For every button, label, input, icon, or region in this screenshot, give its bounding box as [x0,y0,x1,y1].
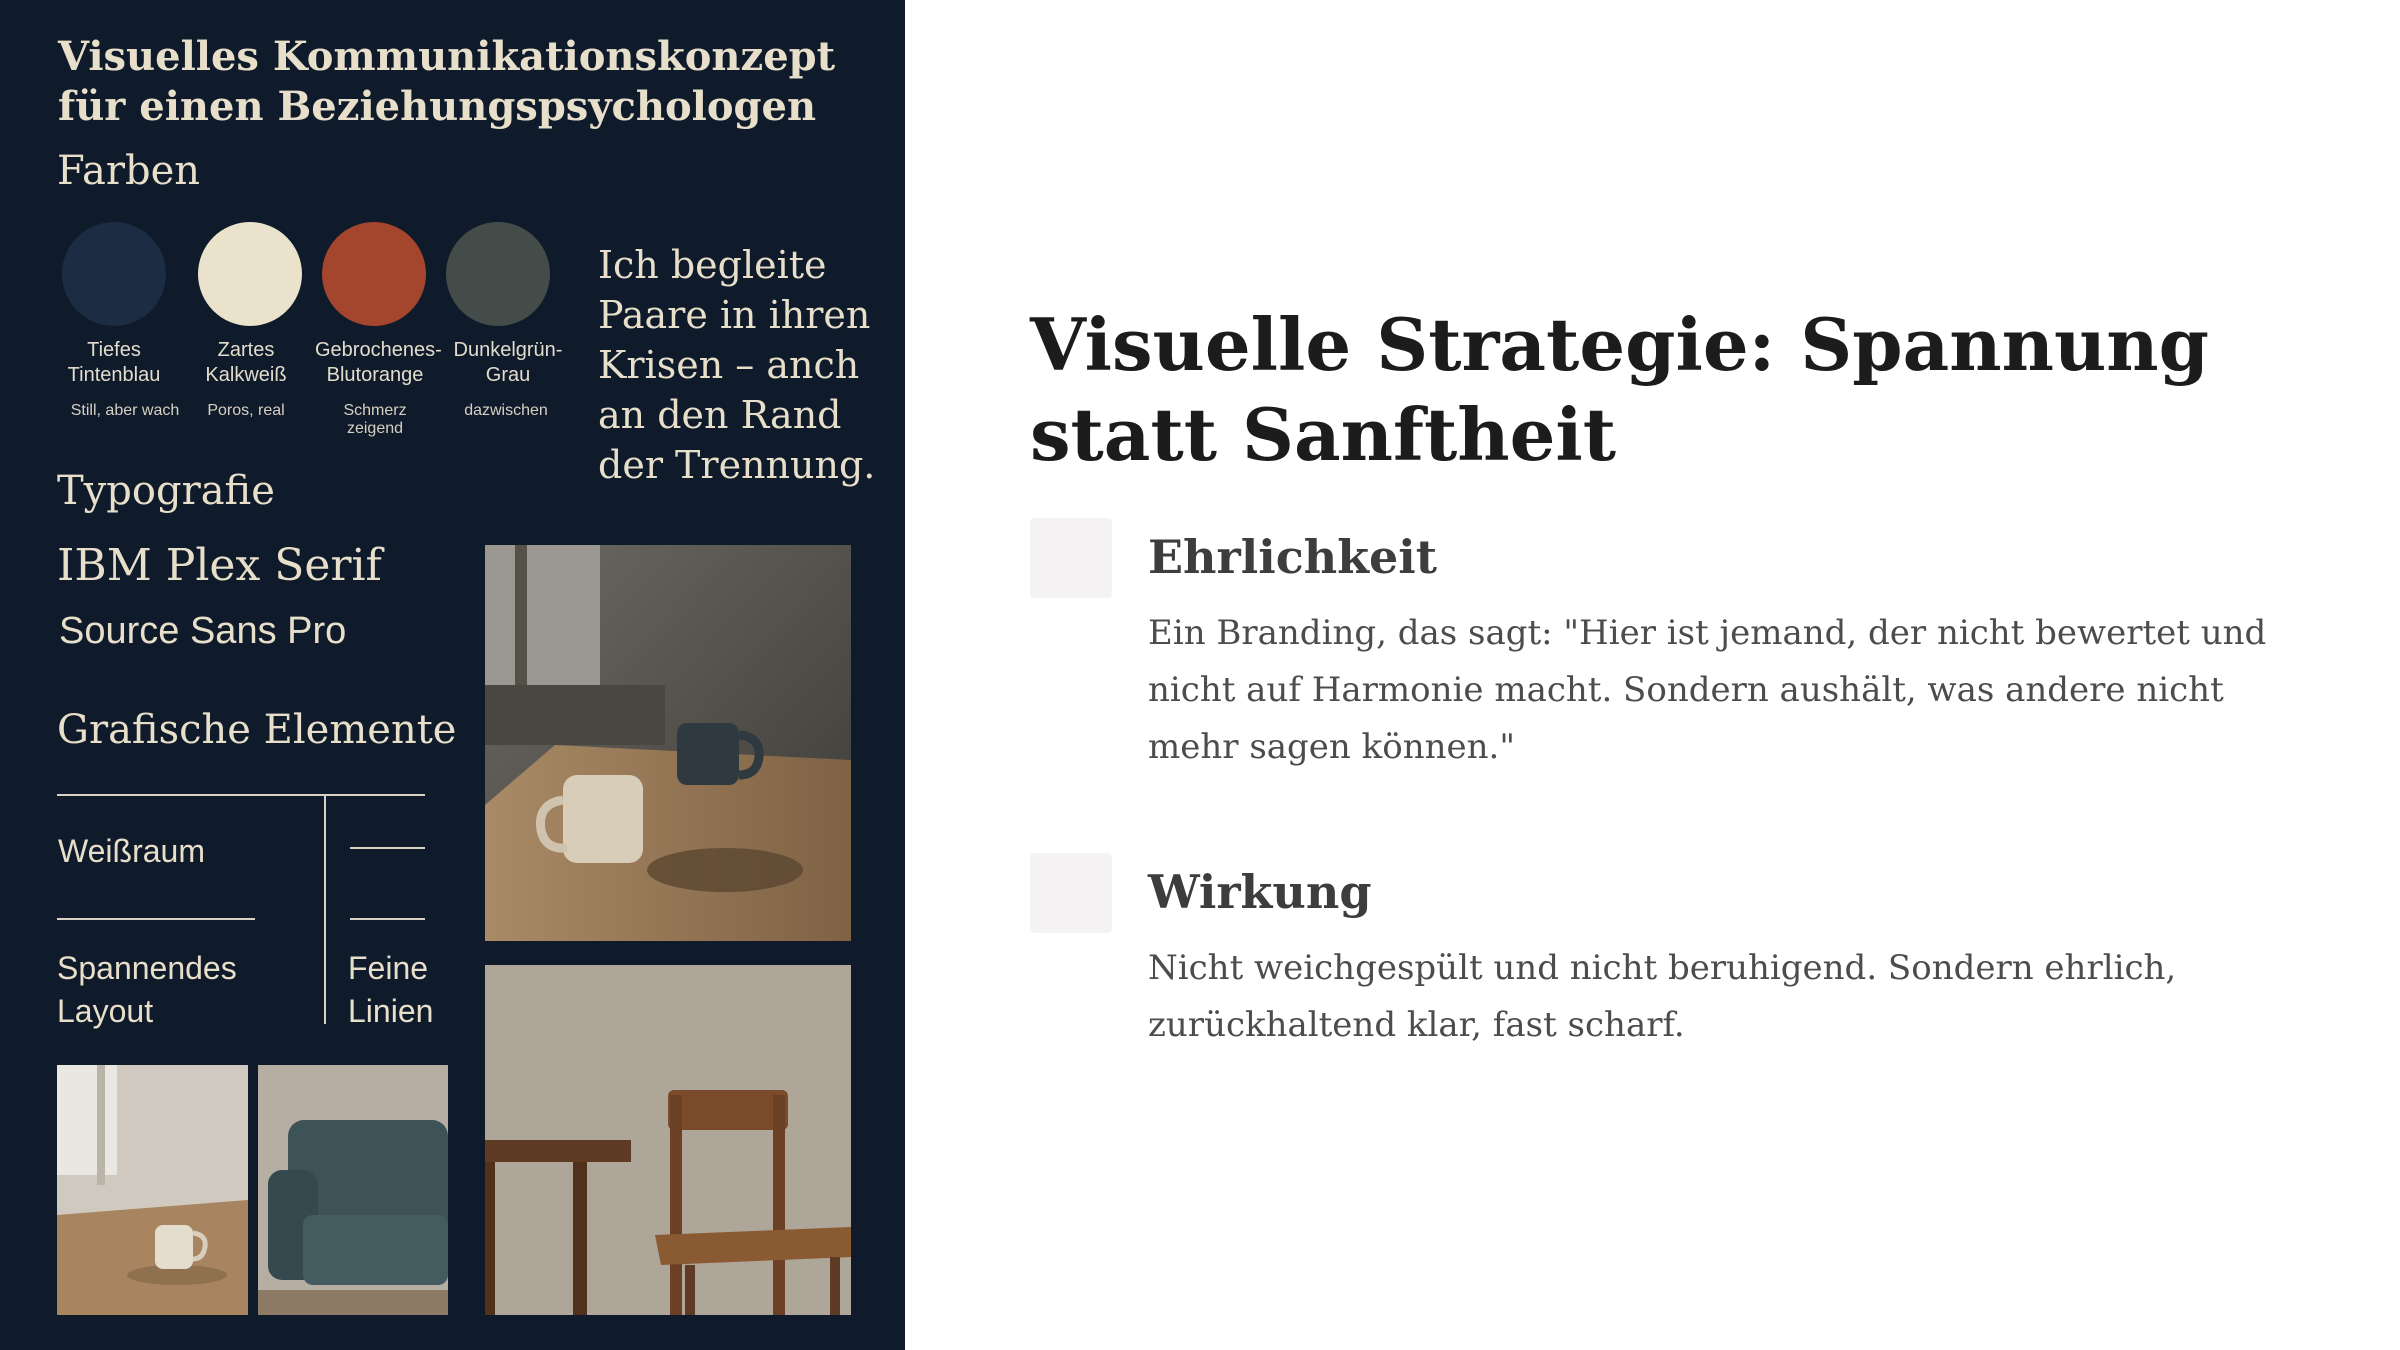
photo-cups-on-table [485,545,851,941]
color-swatch-chalk-white [198,222,302,326]
color-name: Dunkelgrün-Grau [453,339,563,386]
color-swatch-ink-blue [62,222,166,326]
section-marker [1030,853,1112,933]
divider-line [350,918,425,920]
color-swatch-blood-orange [322,222,426,326]
color-swatch-green-grey [446,222,550,326]
photo-green-armchair [258,1065,448,1315]
color-name: Tiefes Tintenblau [67,339,161,386]
font-sample-sans: Source Sans Pro [59,610,347,652]
section-title-honesty: Ehrlichkeit [1148,530,1438,584]
divider-line [57,794,425,796]
color-name: Gebrochenes-Blutorange [315,339,442,386]
graphics-heading: Grafische Elemente [57,707,457,753]
element-label-whitespace: Weißraum [58,833,205,869]
colors-heading: Farben [57,148,201,194]
section-title-effect: Wirkung [1148,865,1372,919]
divider-line [324,796,326,1024]
divider-line [57,918,255,920]
photo-cup-by-window [57,1065,248,1315]
section-marker [1030,518,1112,598]
color-note: Poros, real [207,402,285,419]
section-body-effect: Nicht weichgespült und nicht beruhigend. Sondern ehrlich, zurückhaltend klar, fast scharf. [1148,948,2177,1045]
strategy-heading: Visuelle Strategie: Spannung statt Sanftheit [1030,302,2209,477]
element-label-layout: Spannendes Layout [57,950,237,1029]
moodboard-title: Visuelles Kommunikationskonzept für einen Beziehungspsychologen [58,33,836,130]
color-name: Zartes Kalkweiß [205,339,287,386]
moodboard-panel [0,0,905,1350]
color-note: Still, aber wach [70,402,180,419]
tagline-quote: Ich begleite Paare in ihren Krisen – anch an den Rand der Trennung. [598,243,876,487]
section-body-honesty: Ein Branding, das sagt: "Hier ist jemand, der nicht bewertet und nicht auf Harmonie macht. Sondern aushält, was andere nicht mehr sagen können." [1148,613,2267,767]
element-label-fine-lines: Feine Linien [348,950,434,1029]
font-sample-serif: IBM Plex Serif [57,540,382,591]
color-note: Schmerz zeigend [343,402,407,437]
typography-heading: Typografie [57,468,275,514]
photo-wooden-chair [485,965,851,1315]
color-note: dazwischen [464,402,548,419]
divider-line [350,847,425,849]
